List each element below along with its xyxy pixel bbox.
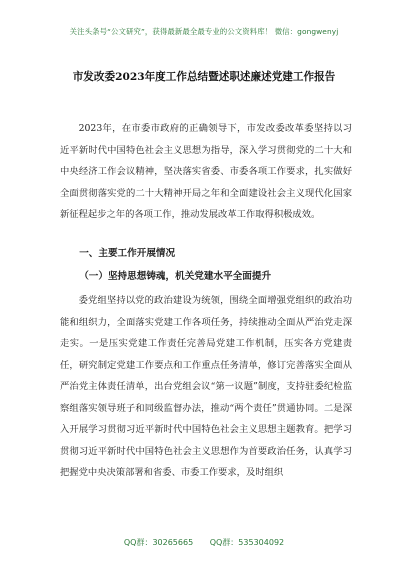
subsection-heading: （一）坚持思想铸魂，机关党建水平全面提升 (79, 271, 272, 282)
document-title: 市发改委2023年度工作总结暨述职述廉述党建工作报告 (72, 71, 336, 83)
section-heading: 一、主要工作开展情况 (79, 248, 176, 259)
intro-paragraph: 2023年，在市委市政府的正确领导下，市发改委改革委坚持以习近平新时代中国特色社会主义思想为指导，深入学习贯彻党的二十大和中央经济工作会议精神，坚决落实省委、市委各项工作要求，扎实做好全面贯彻落实党的二十大精神开局之年和全面建设社会主义现代化国家新征程起步之年的各项工作，推动发展改革工作取得积极成效。 (60, 123, 352, 220)
footer-contact (0, 537, 408, 548)
footer-qq-group-2: QQ群：535304092 (209, 538, 285, 547)
header-banner: 关注头条号“公文研究”，获得最新最全最专业的公文资料库！ 微信：gongwenyj (69, 27, 339, 36)
body-paragraph: 委党组坚持以党的政治建设为统领，围绕全面增强党组织的政治功能和组织力，全面落实党建工作各项任务，持续推动全面从严治党走深走实。一是压实党建工作责任完善局党建工作机制，压实各方党建责任，研究制定党建工作要点和工作重点任务清单，修订完善落实全面从严治党主体责任清单，出台党组会议“第一议题”制度，支持驻委纪检监察组落实领导班子和同级监督办法，推动“两个责任”贯通协同。二是深入开展学习贯彻习近平新时代中国特色社会主义思想主题教育。把学习贯彻习近平新时代中国特色社会主义思想作为首要政治任务，认真学习把握党中央决策部署和省委、市委工作要求，及时组织 (60, 295, 352, 478)
footer-qq-group-1: QQ群：30265665 (123, 538, 194, 547)
